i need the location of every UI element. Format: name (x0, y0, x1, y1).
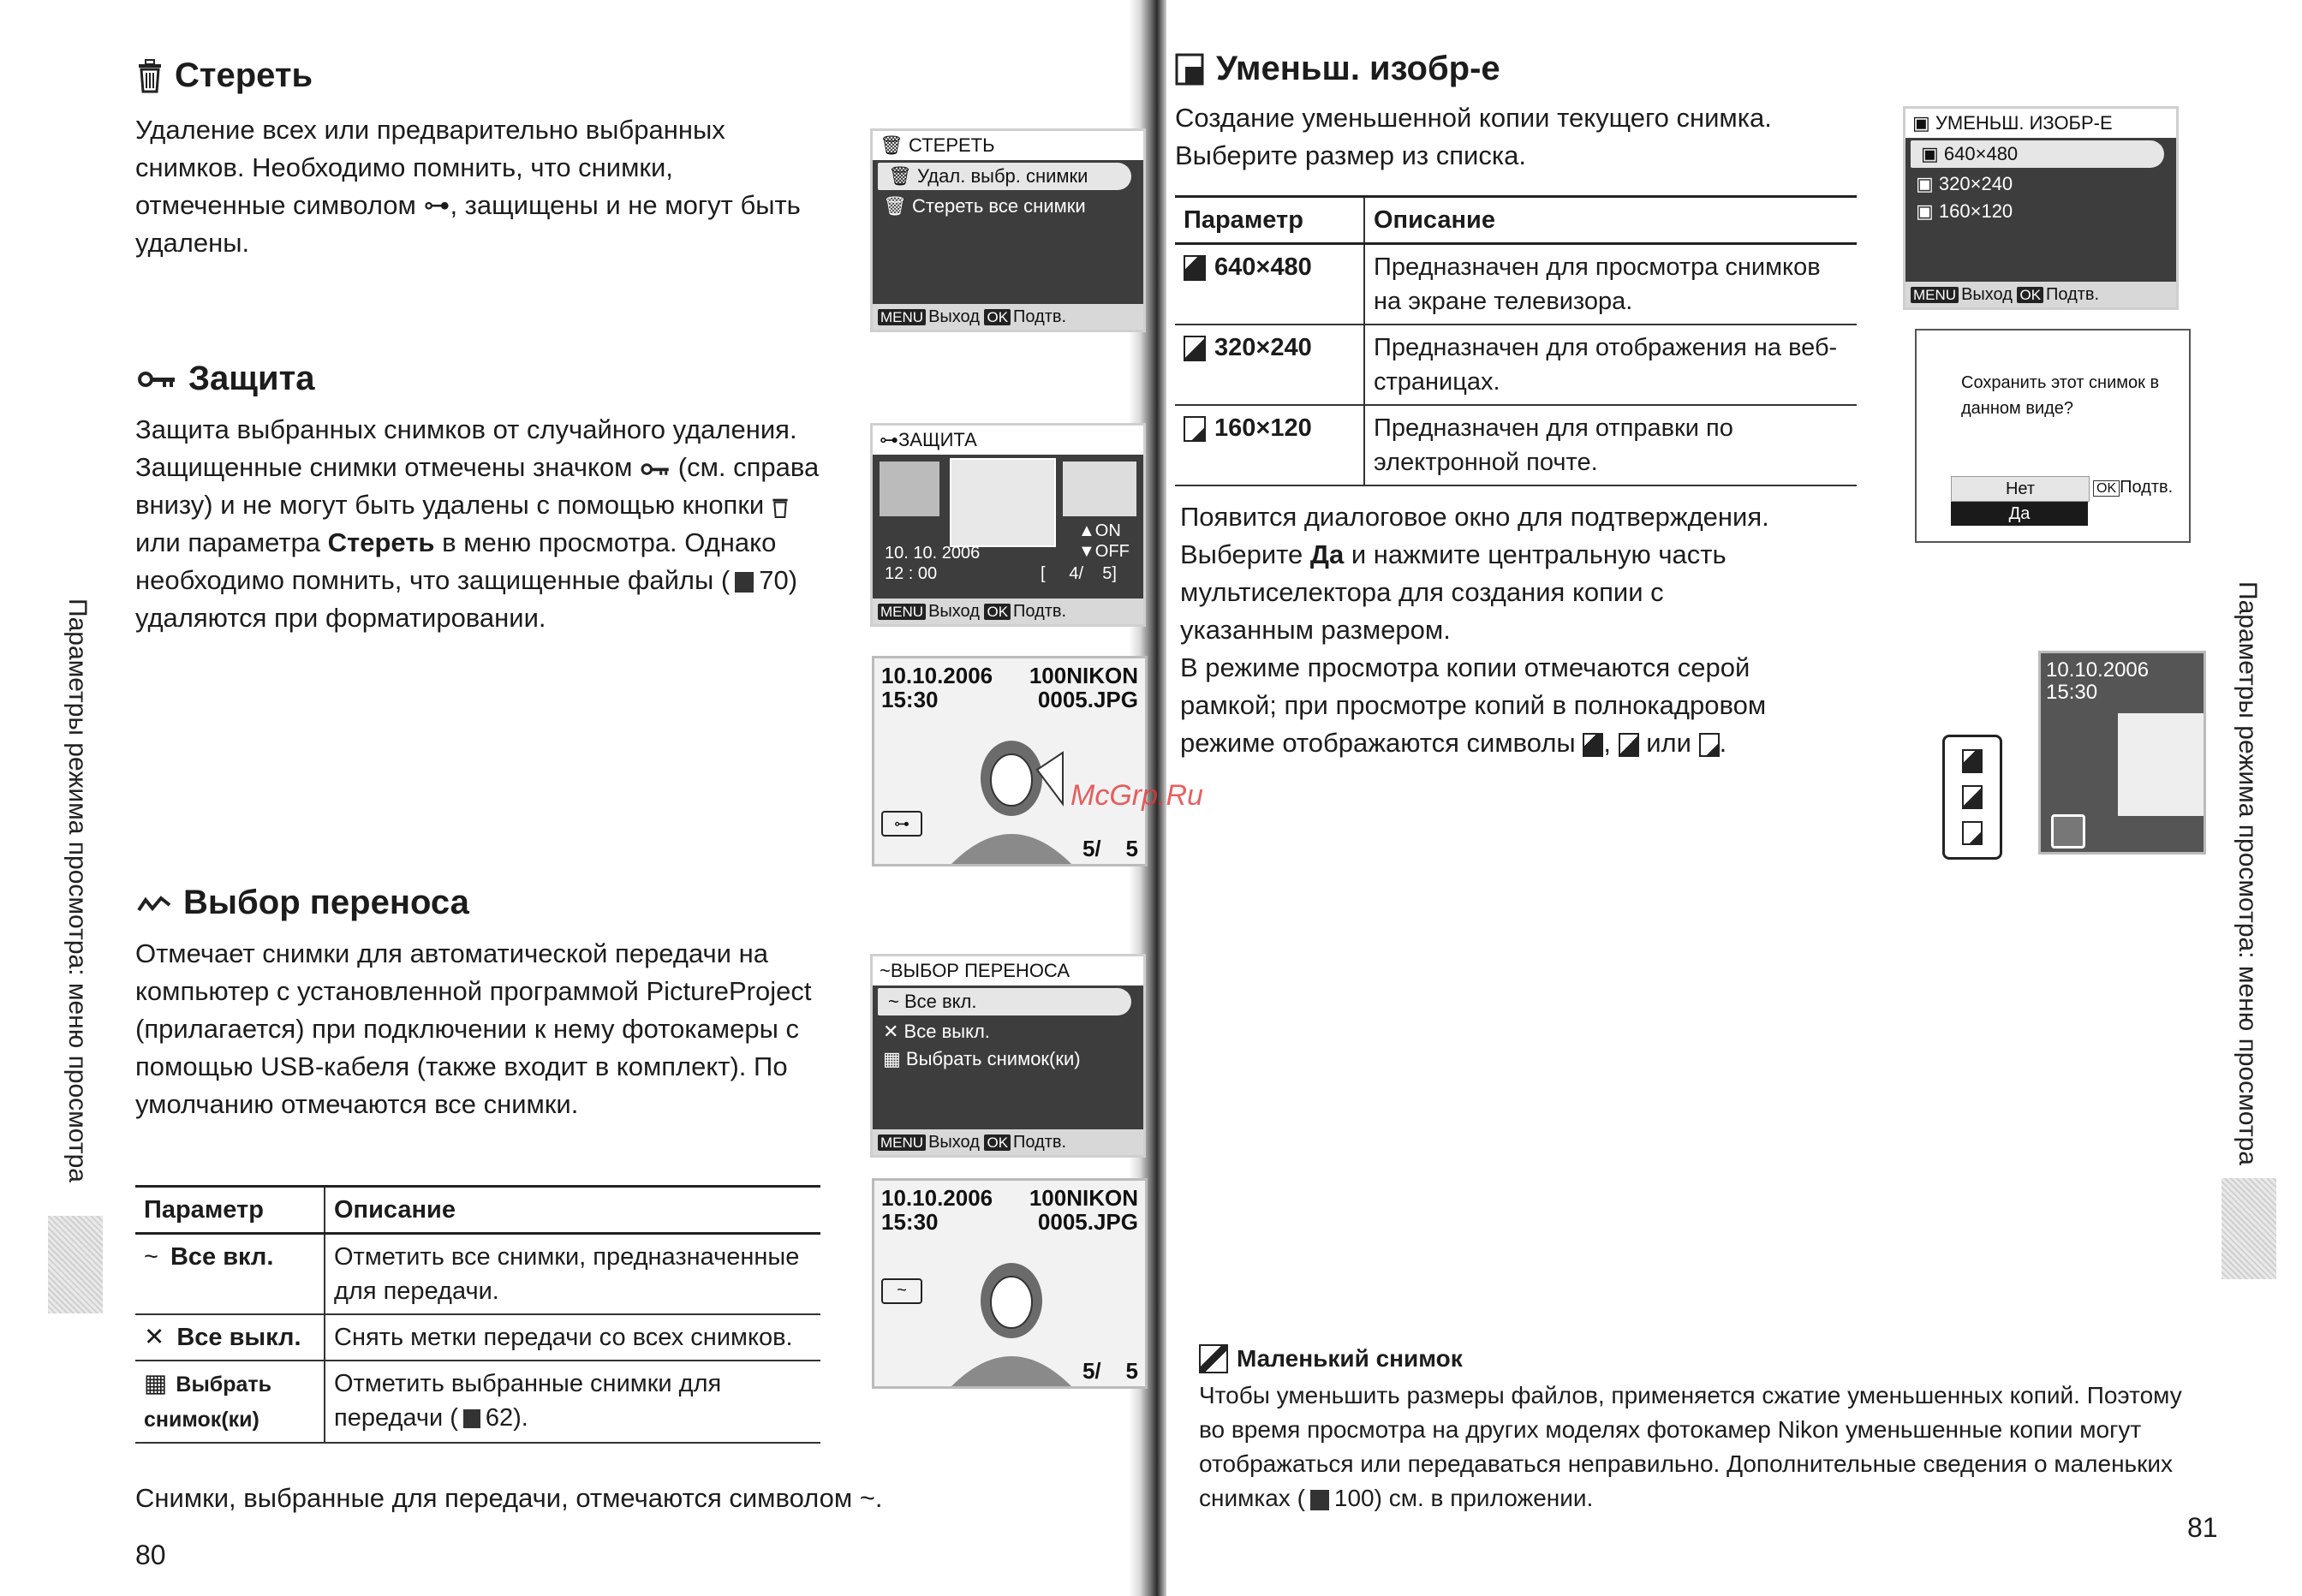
screen-footer: MENU Выход OK Подтв. (1905, 282, 2176, 307)
desc-cell: Предназначен для просмотра снимков на экране телевизора. (1364, 244, 1857, 325)
erase-text: Удаление всех или предварительно выбранных снимков. Необходимо помнить, что снимки, отмеченные символом ⊶, защищены и не могут быть удалены. (135, 115, 801, 258)
transfer-mark-icon (137, 893, 171, 914)
book-ref-icon (1310, 1490, 1329, 1510)
photo-date: 10.10.2006 (881, 1185, 993, 1211)
note-box (1199, 1344, 2184, 1516)
confirm-dialog (1915, 329, 2191, 543)
table-header (135, 1187, 820, 1234)
erase-menu-screen (870, 128, 1146, 332)
book-ref-icon (735, 572, 754, 593)
table-header (1175, 197, 1857, 244)
table-row (135, 1361, 820, 1443)
dialog-no-option[interactable]: Нет (1951, 476, 2090, 502)
screen-footer: MENU Выход OK Подтв. (873, 598, 1143, 624)
param-cell: 160×120 (1175, 405, 1364, 485)
thumb-index-tab (48, 1216, 103, 1313)
column-header-param: Параметр (1175, 197, 1364, 244)
table-row (135, 1234, 820, 1315)
photo-date: 10.10.2006 (2046, 658, 2150, 682)
column-header-desc: Описание (1364, 197, 1857, 244)
erase-title: Стереть (175, 57, 313, 94)
transfer-text: Отмечает снимки для автоматической передачи на компьютер с установленной программой PictureProject (прилагается) при подключении к нему фотокамеры с помощью USB-кабеля (также входит в комплект). По умолчанию отмечаются все снимки. (135, 938, 812, 1119)
transfer-heading (137, 884, 469, 922)
photo-time: 15:30 (881, 1209, 939, 1235)
photo-counter: 5/ 5 (1082, 836, 1138, 861)
thumbnail-right (1063, 462, 1136, 516)
small-picture-icon (1175, 53, 1204, 86)
screen-title: ▣ УМЕНЬШ. ИЗОБР-Е (1905, 109, 2176, 138)
photo-counter: 5/ 5 (1082, 1358, 1138, 1384)
screen-time: 12 : 00 (885, 564, 938, 583)
thumb-index-tab (2221, 1178, 2276, 1279)
screen-title: ~ВЫБОР ПЕРЕНОСА (873, 956, 1143, 986)
portrait-illustration (934, 1241, 1088, 1386)
resize-heading (1175, 50, 1500, 88)
right-sidebar-label: Параметры режима просмотра: меню просмотра (2233, 581, 2262, 1165)
menu-item-160[interactable]: ▣ 160×120 (1916, 200, 2013, 222)
size-320-icon (1619, 733, 1639, 757)
size-320-icon (1962, 785, 1983, 809)
menu-item-all-on[interactable]: ~ Все вкл. (878, 988, 1131, 1015)
desc-cell: Отметить все снимки, предназначенные для передачи. (325, 1234, 820, 1315)
resize-text: Создание уменьшенной копии текущего снимка. Выберите размер из списка. (1175, 103, 1772, 170)
resize-table (1175, 195, 1857, 486)
desc-cell: Предназначен для отображения на веб-страницах. (1364, 325, 1857, 405)
column-header-param: Параметр (135, 1187, 325, 1234)
photo-file: 0005.JPG (1037, 1209, 1138, 1235)
column-header-desc: Описание (325, 1187, 820, 1234)
small-picture-indicator (2051, 814, 2085, 849)
protect-heading (137, 360, 314, 398)
thumbnail-selected (950, 458, 1056, 547)
menu-item-delete-all[interactable]: 🗑 Стереть все снимки (883, 195, 1086, 217)
protected-key-icon: ⊶ (881, 811, 922, 837)
screen-footer: MENU Выход OK Подтв. (873, 1129, 1143, 1155)
transfer-mark-icon: ~ (144, 1243, 158, 1271)
screen-title: 🗑 СТЕРЕТЬ (873, 131, 1143, 160)
note-heading: Маленький снимок (1199, 1344, 2184, 1373)
erase-heading (137, 57, 313, 95)
param-cell: 640×480 (1175, 244, 1364, 325)
transfer-footnote: Снимки, выбранные для передачи, отмечаются символом ~. (135, 1483, 883, 1513)
protect-on: ▲ON (1078, 521, 1121, 540)
book-ref-icon (463, 1409, 480, 1428)
dialog-question: Сохранить этот снимок в данном виде? (1961, 373, 2160, 418)
table-row (1175, 405, 1857, 485)
portrait-illustration (934, 718, 1088, 864)
resize-menu-screen (1903, 106, 2179, 310)
transfer-title: Выбор переноса (183, 884, 469, 921)
size-160-icon (1962, 821, 1983, 845)
left-sidebar-label: Параметры режима просмотра: меню просмотра (63, 598, 92, 1182)
thumbnail-left (880, 462, 939, 516)
photo-image (2118, 713, 2204, 816)
resize-confirm-text: Появится диалоговое окно для подтверждения. Выберите Да и нажмите центральную часть мультиселектора для создания копии с указанным размером. (1180, 502, 1769, 645)
right-page-number: 81 (2187, 1512, 2218, 1543)
size-icons-callout (1942, 735, 2002, 860)
trash-icon (772, 495, 789, 519)
trash-icon (137, 59, 163, 93)
size-160-icon (1699, 733, 1720, 757)
photo-time: 15:30 (881, 687, 939, 712)
protect-playback-photo (872, 656, 1148, 866)
key-icon (137, 369, 176, 390)
size-320-icon (1184, 336, 1206, 361)
photo-folder: 100NIKON (1029, 663, 1138, 688)
pencil-icon (1199, 1344, 1228, 1373)
param-cell: ✕ Все выкл. (135, 1314, 325, 1361)
screen-date: 10. 10. 2006 (885, 544, 981, 563)
protect-screen (870, 423, 1146, 627)
select-images-icon: ▦ (144, 1370, 168, 1397)
photo-folder: 100NIKON (1029, 1185, 1138, 1211)
size-160-icon (1184, 416, 1206, 442)
param-cell: ~ Все вкл. (135, 1234, 325, 1315)
desc-cell: Снять метки передачи со всех снимков. (325, 1314, 820, 1361)
menu-item-640[interactable]: ▣ 640×480 (1911, 140, 2164, 168)
menu-item-select[interactable]: ▦ Выбрать снимок(ки) (883, 1048, 1081, 1069)
transfer-playback-photo (872, 1178, 1148, 1389)
menu-item-320[interactable]: ▣ 320×240 (1916, 173, 2013, 194)
resize-title: Уменьш. изобр-е (1216, 50, 1500, 87)
protect-title: Защита (188, 360, 315, 397)
resize-copies-text: В режиме просмотра копии отмечаются серой рамкой; при просмотре копий в полнокадровом режиме отображаются символы , или . (1180, 652, 1767, 758)
left-page-number: 80 (135, 1539, 166, 1570)
size-640-icon (1962, 749, 1983, 773)
transfer-off-icon: ✕ (144, 1324, 165, 1351)
key-icon (640, 462, 671, 477)
size-640-icon (1583, 733, 1603, 757)
dialog-ok-hint: OK Подтв. (2093, 478, 2173, 497)
transfer-table (135, 1185, 820, 1444)
size-640-icon (1184, 255, 1206, 281)
table-row (1175, 325, 1857, 405)
protect-text: Защита выбранных снимков от случайного удаления. Защищенные снимки отмечены значком (см. справа внизу) и не могут быть удалены с помощью кнопки или параметра Стереть в меню просмотра. Однако необходимо помнить, что защищенные файлы ( 70) удаляются при форматировании. (135, 414, 820, 633)
table-row (135, 1314, 820, 1361)
photo-date: 10.10.2006 (881, 663, 993, 688)
param-cell: ▦ Выбрать снимок(ки) (135, 1361, 325, 1443)
menu-item-delete-selected[interactable]: 🗑 Удал. выбр. снимки (878, 163, 1131, 190)
note-text: Чтобы уменьшить размеры файлов, применяется сжатие уменьшенных копий. Поэтому во время просмотра на других моделях фотокамер Nikon уменьшенные копии могут отображаться или передаваться неправильно. Дополнительные сведения о маленьких снимках ( 100) см. в приложении. (1199, 1382, 2182, 1511)
transfer-marked-icon: ~ (881, 1278, 922, 1304)
table-row (1175, 244, 1857, 325)
watermark: McGrp.Ru (1070, 779, 1203, 812)
dialog-yes-option[interactable]: Да (1951, 502, 2088, 526)
photo-file: 0005.JPG (1037, 687, 1138, 712)
resize-playback-photo (2038, 651, 2206, 855)
screen-footer: MENU Выход OK Подтв. (873, 304, 1143, 330)
menu-item-all-off[interactable]: ✕ Все выкл. (883, 1021, 990, 1042)
param-cell: 320×240 (1175, 325, 1364, 405)
photo-time: 15:30 (2046, 681, 2098, 704)
desc-cell: Предназначен для отправки по электронной почте. (1364, 405, 1857, 485)
protect-off: ▼OFF (1078, 542, 1130, 561)
desc-cell: Отметить выбранные снимки для передачи ( 62). (325, 1361, 820, 1443)
transfer-mark-icon: ~. (859, 1483, 883, 1513)
screen-counter: [ 4/ 5] (1041, 564, 1117, 583)
screen-title: ⊶ЗАЩИТА (873, 426, 1143, 455)
transfer-menu-screen (870, 954, 1146, 1158)
